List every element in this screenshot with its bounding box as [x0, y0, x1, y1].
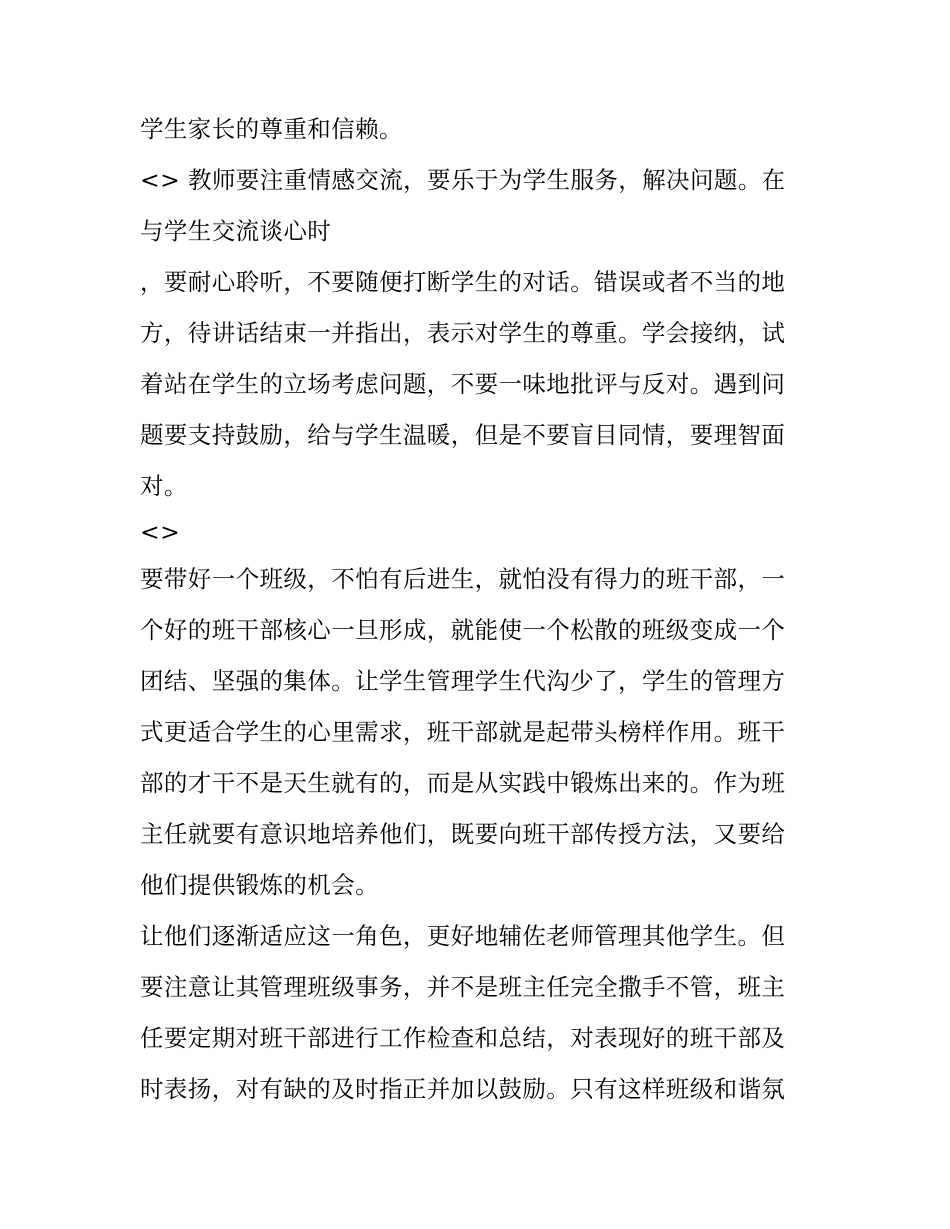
- text-line: <>: [140, 518, 181, 546]
- text-line: 个好的班干部核心一旦形成，就能使一个松散的班级变成一个: [140, 616, 786, 644]
- text-line: 他们提供锻炼的机会。: [140, 871, 379, 899]
- text-line: 题要支持鼓励，给与学生温暖，但是不要盲目同情，要理智面: [140, 421, 786, 449]
- text-line: 式更适合学生的心里需求，班干部就是起带头榜样作用。班干: [140, 718, 786, 746]
- text-line: 让他们逐渐适应这一角色，更好地辅佐老师管理其他学生。但: [140, 922, 786, 950]
- text-line: 方，待讲话结束一并指出，表示对学生的尊重。学会接纳，试: [140, 319, 786, 347]
- text-line: 与学生交流谈心时: [140, 217, 332, 245]
- text-line: <> 教师要注重情感交流，要乐于为学生服务，解决问题。在: [140, 166, 786, 194]
- text-line: 对。: [140, 472, 188, 500]
- text-line: 主任就要有意识地培养他们，既要向班干部传授方法，又要给: [140, 820, 786, 848]
- text-line: 要注意让其管理班级事务，并不是班主任完全撒手不管，班主: [140, 973, 786, 1001]
- text-line: 部的才干不是天生就有的，而是从实践中锻炼出来的。作为班: [140, 769, 786, 797]
- text-line: 着站在学生的立场考虑问题，不要一味地批评与反对。遇到问: [140, 370, 786, 398]
- text-line: 团结、坚强的集体。让学生管理学生代沟少了，学生的管理方: [140, 667, 786, 695]
- text-line: ，要耐心聆听，不要随便打断学生的对话。错误或者不当的地: [140, 268, 786, 296]
- text-line: 时表扬，对有缺的及时指正并加以鼓励。只有这样班级和谐氛: [140, 1075, 786, 1103]
- text-line: 要带好一个班级，不怕有后进生，就怕没有得力的班干部，一: [140, 565, 786, 593]
- text-line: 学生家长的尊重和信赖。: [140, 115, 403, 143]
- text-line: 任要定期对班干部进行工作检查和总结，对表现好的班干部及: [140, 1024, 786, 1052]
